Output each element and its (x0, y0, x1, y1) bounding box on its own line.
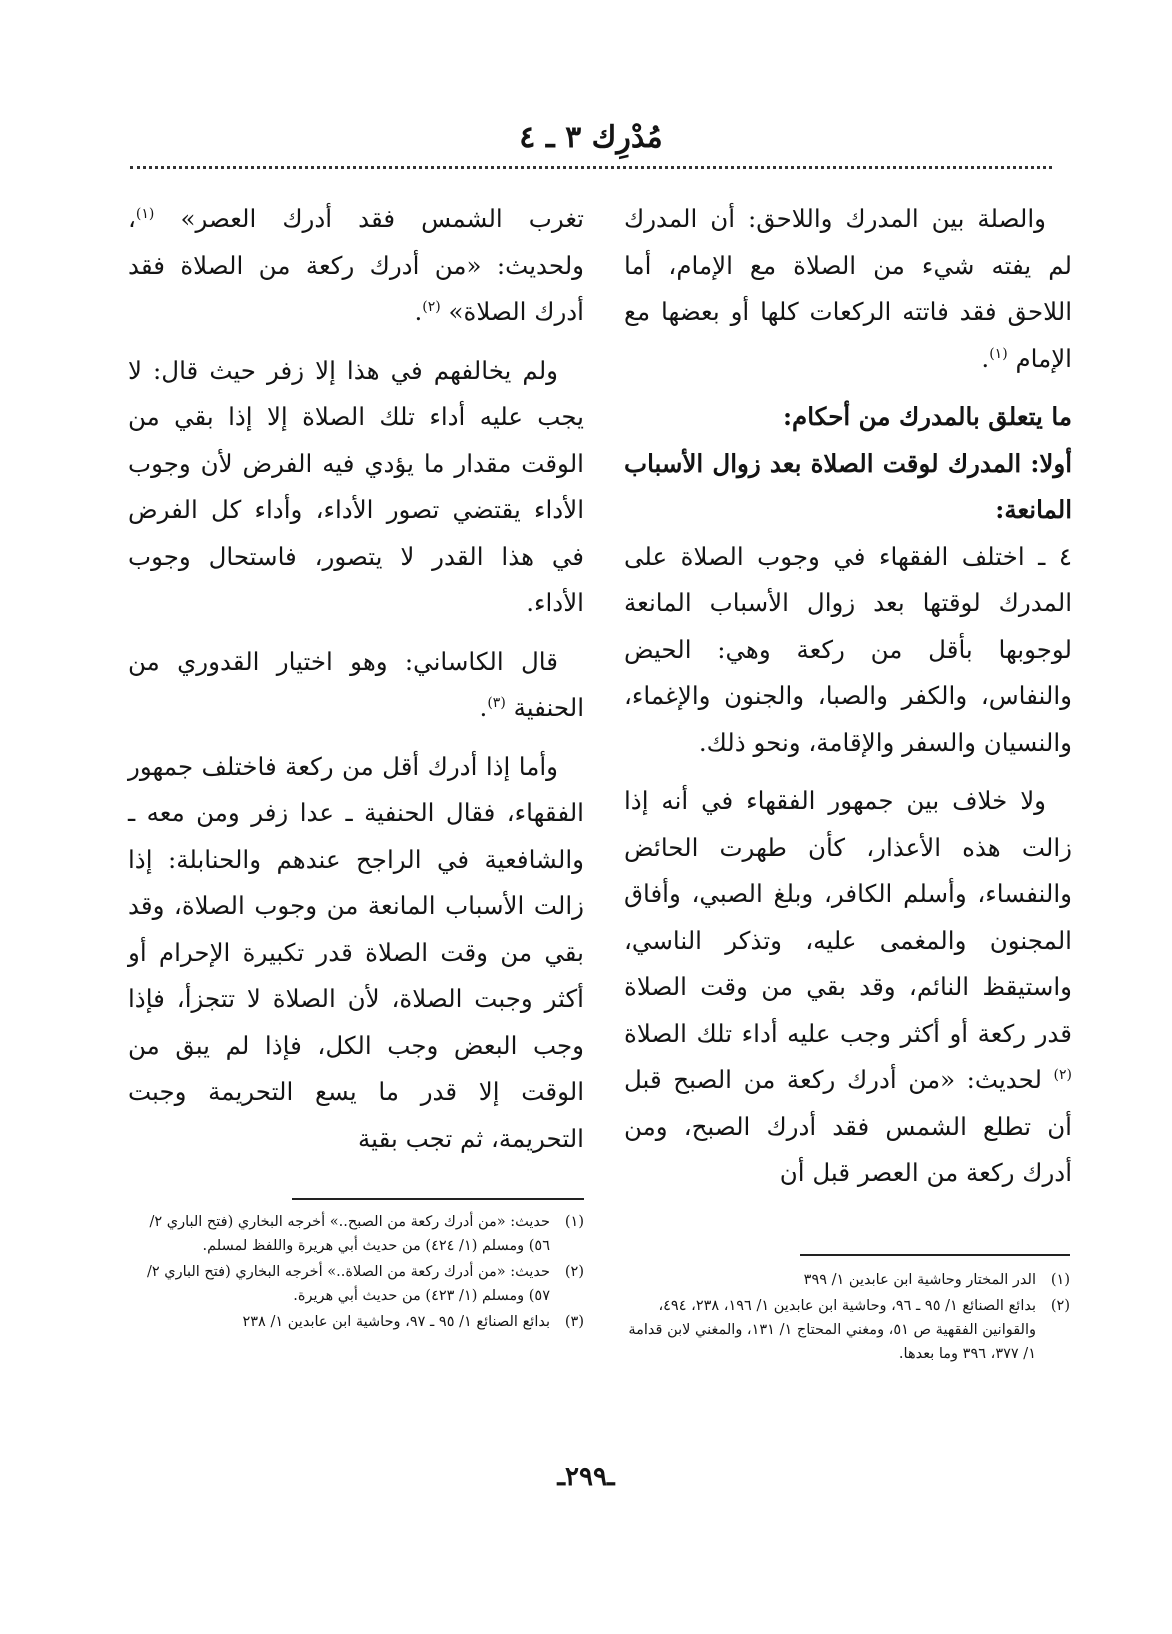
footnote-text: بدائع الصنائع ١/ ٩٥ ـ ٩٦، وحاشية ابن عابدين ١/ ١٩٦، ٢٣٨، ٤٩٤، والقوانين الفقهية ص ٥١، ومغني المحتاج ١/ ١٣١، والمغني لابن قدامة ١/ ٣٧٧، ٣٩٦ وما بعدها. (628, 1298, 1036, 1362)
paragraph: ٤ ـ اختلف الفقهاء في وجوب الصلاة على المدرك لوقتها بعد زوال الأسباب المانعة لوجوبها بأقل من ركعة وهي: الحيض والنفاس، والكفر والصبا، والجنون والإغماء، والنسيان والسفر والإقامة، ونحو ذلك. (624, 541, 1072, 757)
footnote-text: حديث: «من أدرك ركعة من الصلاة..» أخرجه البخاري (فتح الباري ٢/ ٥٧) ومسلم (١/ ٤٢٣) من حديث أبي هريرة. (146, 1264, 550, 1304)
footnote (130, 1210, 584, 1258)
footnote-text: حديث: «من أدرك ركعة من الصبح..» أخرجه البخاري (فتح الباري ٢/ ٥٦) ومسلم (١/ ٤٢٤) من حديث أبي هريرة واللفظ لمسلم. (149, 1214, 550, 1254)
footnote-ref: (٢) (422, 298, 441, 315)
section-heading: ما يتعلق بالمدرك من أحكام: (782, 402, 1072, 431)
footnote-ref: (٣) (487, 694, 506, 711)
paragraph-text: . (479, 693, 488, 722)
paragraph-text: والصلة بين المدرك واللاحق: أن المدرك لم يفته شيء من الصلاة مع الإمام، أما اللاحق فقد فاتته الركعات كلها أو بعضها مع الإمام (624, 204, 1072, 373)
paragraph (128, 196, 584, 336)
paragraph: والصلة بين المدرك واللاحق: أن المدرك لم يفته شيء من الصلاة مع الإمام، أما اللاحق فقد فاتته الركعات كلها أو بعضها مع الإمام $^{(١)}$. (624, 204, 1072, 373)
footnote-divider-right (800, 1254, 1070, 1256)
subsection-heading: أولا: المدرك لوقت الصلاة بعد زوال الأسباب المانعة: (624, 448, 1072, 524)
footnote-number: (٢) (1050, 1298, 1070, 1314)
paragraph (128, 639, 584, 732)
left-text-column (128, 196, 584, 1162)
footnote (130, 1260, 584, 1308)
footnotes-right (626, 1268, 1070, 1368)
page-number: ـ٢٩٩ـ (557, 1462, 615, 1492)
paragraph: ولم يخالفهم في هذا إلا زفر حيث قال: لا يجب عليه أداء تلك الصلاة إلا إذا بقي من الوقت مقدار ما يؤدي فيه الفرض لأن وجوب الأداء يقتضي تصور الأداء، وأداء كل الفرض في هذا القدر لا يتصور، فاستحال وجوب الأداء. (128, 355, 584, 617)
footnote-ref: (٢) (1053, 1066, 1072, 1083)
header-dotted-divider (130, 166, 1052, 169)
footnote (130, 1310, 584, 1334)
footnote (626, 1294, 1070, 1366)
right-text-column (624, 196, 1072, 1197)
paragraph: وأما إذا أدرك أقل من ركعة فاختلف جمهور الفقهاء، فقال الحنفية ـ عدا زفر ومن معه ـ والشافعية في الراجح عندهم والحنابلة: إذا زالت الأسباب المانعة من وجوب الصلاة، وقد بقي من وقت الصلاة قدر تكبيرة الإحرام أو أكثر وجبت الصلاة، لأن الصلاة لا تتجزأ، فإذا وجب البعض وجب الكل، فإذا لم يبق من الوقت إلا قدر ما يسع التحريمة وجبت التحريمة، ثم تجب بقية (128, 751, 584, 1153)
footnote-text: بدائع الصنائع ١/ ٩٥ ـ ٩٧، وحاشية ابن عابدين ١/ ٢٣٨ (242, 1314, 550, 1330)
footnote-divider-left (292, 1198, 584, 1200)
footnote-number: (١) (1050, 1272, 1070, 1288)
paragraph-text: ، ولحديث: «من أدرك ركعة من الصلاة فقد أدرك الصلاة» (128, 204, 584, 326)
paragraph-text: لحديث: «من أدرك ركعة من الصبح قبل أن تطلع الشمس فقد أدرك الصبح، ومن أدرك ركعة من العصر قبل أن (624, 1065, 1072, 1187)
footnote-number: (٢) (564, 1264, 584, 1280)
footnote-ref: (١) (135, 205, 155, 222)
paragraph-text: قال الكاساني: وهو اختيار القدوري من الحنفية (128, 646, 584, 722)
paragraph-text: ولا خلاف بين جمهور الفقهاء في أنه إذا زالت هذه الأعذار، كأن طهرت الحائض والنفساء، وأسلم الكافر، وبلغ الصبي، وأفاق المجنون والمغمى عليه، وتذكر الناسي، واستيقظ النائم، وقد بقي من وقت الصلاة قدر ركعة أو أكثر وجب عليه أداء تلك الصلاة (624, 786, 1072, 1048)
page-header-title: مُدْرِك ٣ ـ ٤ (519, 120, 663, 155)
footnote-text: الدر المختار وحاشية ابن عابدين ١/ ٣٩٩ (803, 1272, 1036, 1288)
footnote-ref: (١) (989, 345, 1008, 362)
paragraph-text: تغرب الشمس فقد أدرك العصر» (180, 204, 584, 233)
paragraph-text: . (414, 297, 423, 326)
footnote-number: (١) (564, 1214, 584, 1230)
footnote (626, 1268, 1070, 1292)
paragraph (624, 778, 1072, 1197)
footnotes-left (130, 1210, 584, 1336)
footnote-number: (٣) (564, 1314, 584, 1330)
